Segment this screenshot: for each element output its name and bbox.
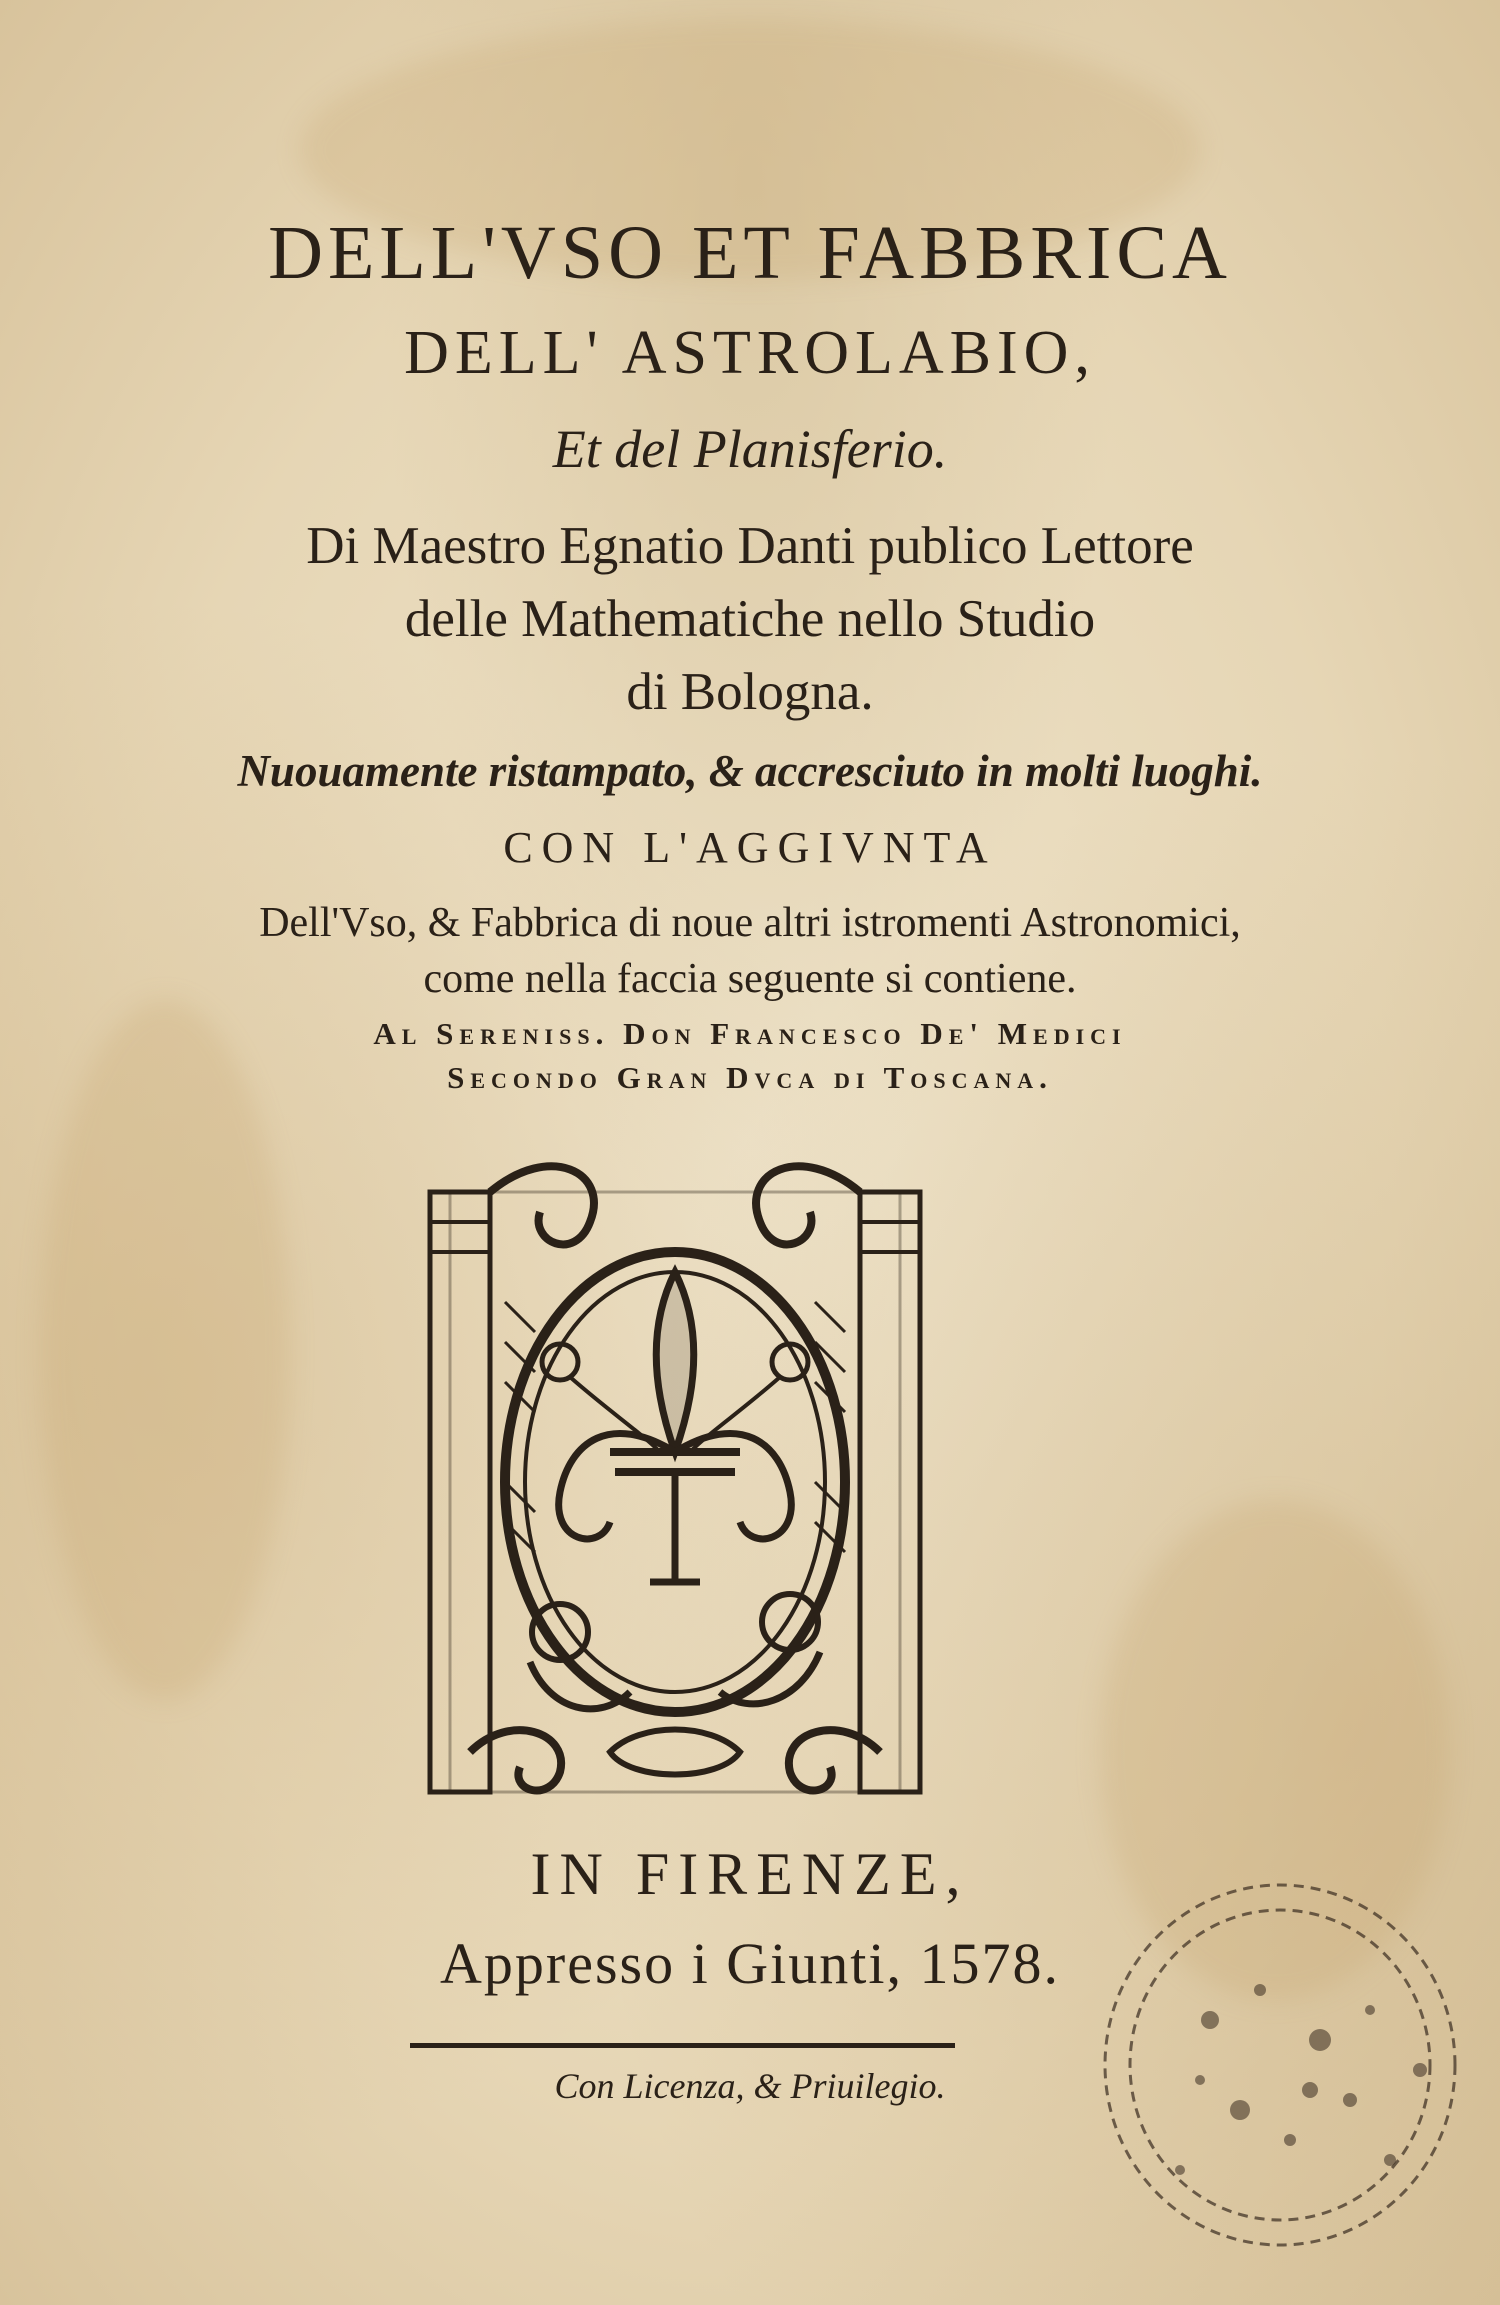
author-line: delle Mathematiche nello Studio [404, 590, 1096, 648]
addition-block [0, 895, 1500, 1007]
title-line-3: Et del Planisferio. [552, 419, 948, 479]
title-line-2: DELL' ASTROLABIO, [404, 319, 1096, 387]
divider-rule [410, 2043, 955, 2048]
place-of-publication: IN FIRENZE, [530, 1841, 970, 1907]
author-line: Di Maestro Egnatio Danti publico Lettore [306, 517, 1194, 575]
author-line: di Bologna. [626, 663, 874, 721]
dedication-block [0, 1012, 1500, 1100]
title-line-1: DELL'VSO ET FABBRICA [268, 211, 1232, 295]
dedication-line: Al Sereniss. Don Francesco De' Medici [373, 1016, 1127, 1051]
imprint-line: Appresso i Giunti, 1578. [440, 1931, 1060, 1996]
library-stamp-icon [1090, 1870, 1470, 2260]
printer-device-woodcut [410, 1152, 940, 1812]
dedication-line: Secondo Gran Dvca di Toscana. [447, 1060, 1053, 1095]
paper-stain [40, 1000, 290, 1700]
addition-line: Dell'Vso, & Fabbrica di noue altri istromenti Astronomici, [259, 900, 1241, 946]
author-block [0, 510, 1500, 729]
license-line: Con Licenza, & Priuilegio. [554, 2066, 946, 2106]
reprint-note: Nuouamente ristampato, & accresciuto in molti luoghi. [237, 746, 1263, 796]
addition-line: come nella faccia seguente si contiene. [423, 956, 1077, 1002]
addition-heading: CON L'AGGIVNTA [503, 823, 997, 872]
